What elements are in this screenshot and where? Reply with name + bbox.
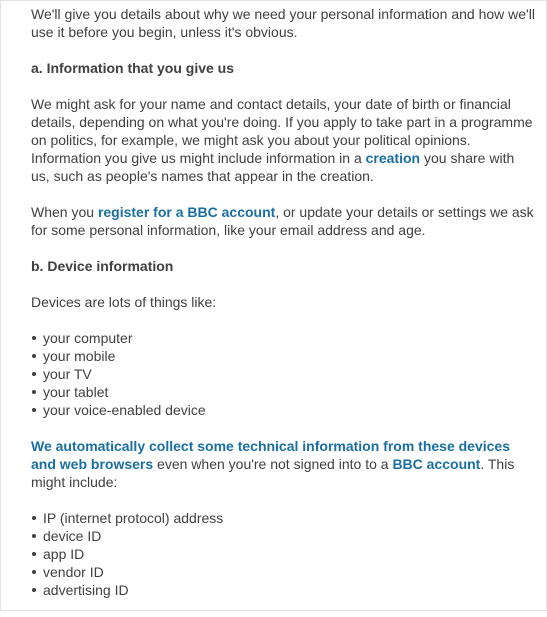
privacy-content (31, 5, 536, 617)
collect-text-middle: even when you're not signed into to a (153, 456, 393, 472)
collect-paragraph (31, 437, 536, 491)
list-item: your tablet (43, 383, 536, 401)
section-a-paragraph-1 (31, 95, 536, 185)
creation-link[interactable]: creation (365, 150, 421, 166)
register-bbc-account-link[interactable]: register for a BBC account (97, 204, 276, 220)
section-a-heading: a. Information that you give us (31, 60, 235, 76)
list-item: your voice-enabled device (43, 401, 536, 419)
section-a-p2-text-start: When you (31, 204, 98, 220)
section-a-p1-text-start: We might ask for your name and contact details, your date of birth or financial details, depending on what you're doing. If you apply to take part in a programme on politics, for example, we might ask you about your political opinions. Information you give us might include information in a (31, 96, 533, 166)
list-item: your mobile (43, 347, 536, 365)
list-item: vendor ID (43, 563, 536, 581)
list-item: app ID (43, 545, 536, 563)
section-b-heading: b. Device information (31, 258, 174, 274)
list-item: IP (internet protocol) address (43, 509, 536, 527)
section-a-paragraph-2 (31, 203, 536, 239)
section-a-p2-text-end: , or update your details or settings we ask for some personal information, like your email address and age. (31, 204, 534, 238)
identifiers-list (31, 509, 536, 599)
list-item: your TV (43, 365, 536, 383)
list-item: advertising ID (43, 581, 536, 599)
list-item: device ID (43, 527, 536, 545)
intro-paragraph: We'll give you details about why we need your personal information and how we'll use it before you begin, unless it's obvious. (31, 6, 535, 40)
devices-list (31, 329, 536, 419)
collect-text-end: . This might include: (31, 456, 515, 490)
section-a-p1-text-end: you share with us, such as people's names that appear in the creation. (31, 150, 515, 184)
devices-intro: Devices are lots of things like: (31, 294, 217, 310)
list-item: your computer (43, 329, 536, 347)
bbc-account-link[interactable]: BBC account (392, 456, 481, 472)
technical-information-link[interactable]: We automatically collect some technical information from these devices and web browsers (31, 438, 511, 472)
